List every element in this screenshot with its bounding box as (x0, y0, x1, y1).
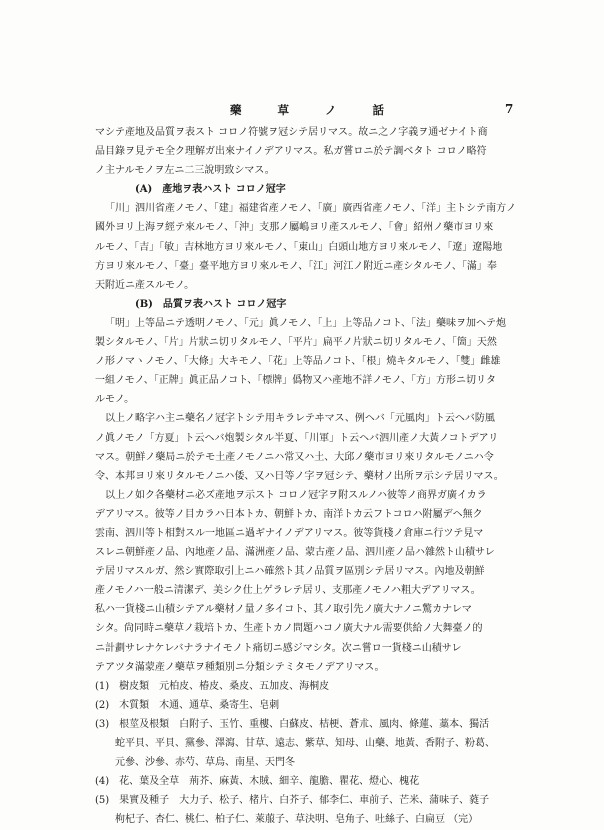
text-line: デアリマス。彼等ノ目カラハ日本トカ、朝鮮トカ、南洋トカ云フトコロハ附屬デヘ無ク (95, 508, 483, 520)
text-line: シタ。尙同時ニ藥草ノ栽培トカ、生產トカノ問題ハコノ廣大ナル需要供給ノ大舞臺ノ的 (95, 623, 483, 635)
text-line: 雲南、泗川等ト相對スル一地區ニ過ギナイノデアリマス。彼等貨棧ノ倉庫ニ行ツテ見マ (95, 527, 484, 539)
text-line: 品目錄ヲ見テモ全ク理解ガ出來ナイノデアリマス。私ガ嘗ロニ於テ調ベタト コロノ略符 (95, 146, 487, 158)
text-line: 製シタルモノ、「片」片狀ニ切リタルモノ、「平片」扁平ノ片狀ニ切リタルモノ、「箇」天然 (95, 337, 497, 349)
text-line: 以上ノ如ク各藥材ニ必ズ產地ヲ示スト コロノ冠字ヲ附スルノハ彼等ノ商界ガ廣イカラ (105, 489, 487, 501)
text-line: テアツタ滿蒙產ノ藥草ヲ種類別ニ分類シテミタモノデアリマス。 (95, 661, 385, 673)
text-line: ルモノ、「吉」「敏」吉林地方ヨリ來ルモノ、「東山」白頭山地方ヨリ來ルモノ、「遼」遼陽地 (95, 241, 503, 253)
text-line: 「川」泗川省產ノモノ、「建」福建省產ノモノ、「廣」廣西省產ノモノ、「洋」主トシテ南方ノ (105, 203, 517, 215)
list-item: (5) 果實及種子 大力子、松子、楮片、白芥子、郁李仁、車前子、芒米、蒲味子、蕤子 (95, 795, 490, 807)
list-item: (1) 樹皮類 元柏皮、椿皮、桑皮、五加皮、海桐皮 (95, 680, 330, 692)
text-line: マス。朝鮮ノ藥局ニ於テモ土產ノモノニハ常又ハ土、大邱ノ藥市ヨリ來リタルモノニハ令 (95, 451, 494, 463)
list-item: 枸杞子、杏仁、桃仁、柏子仁、萊菔子、草決明、皂角子、吐絲子、白扁豆 （完） (95, 814, 479, 826)
section-heading: (B) 品質ヲ表ハスト コロノ冠字 (135, 298, 287, 310)
list-item: 元參、沙參、赤芍、草烏、南星、天門冬 (95, 757, 295, 769)
running-title: 藥 草 ノ 話 (230, 103, 401, 117)
list-item: 蛇平貝、平貝、黨參、澤瀉、甘草、遠志、紫草、知母、山藥、地黃、香附子、粉葛、 (95, 738, 495, 749)
text-line: ノ眞ノモノ「方夏」ト云ヘバ炮製シタル半夏、「川軍」ト云ヘバ泗川產ノ大黃ノコトデアリ (95, 432, 499, 444)
text-line: 以上ノ略字ハ主ニ藥名ノ冠字トシテ用キラレテヰマス、例ヘバ「元風肉」ト云ヘバ防風 (105, 413, 495, 425)
list-item: (3) 根莖及根類 白附子、玉竹、重樓、白蘇皮、桔梗、蒼朮、風肉、條蓮、藁本、獨活 (95, 718, 490, 730)
list-item: (4) 花、葉及全草 荊芥、麻黃、木賊、細辛、龍膽、瞿花、燈心、槐花 (95, 776, 420, 788)
text-line: ルモノ。 (95, 394, 135, 406)
text-line: スレニ朝鮮產ノ品、內地產ノ品、滿洲產ノ品、蒙古產ノ品、泗川產ノ品ハ雜然ト山積サレ (95, 547, 495, 559)
page-number: 7 (505, 102, 514, 116)
text-line: マシテ產地及品質ヲ表スト コロノ符號ヲ冠シテ居リマス。故ニ之ノ字義ヲ通ゼナイト商 (95, 127, 488, 138)
text-line: ノ主ナルモノヲ左ニ二三說明致シマス。 (95, 165, 275, 177)
body-text (95, 123, 529, 829)
text-line: 一組ノモノ、「正牌」眞正品ノコト、「標牌」僞物又ハ產地不詳ノモノ、「方」方形ニ切リタ (95, 375, 496, 387)
text-line: ノ形ノマヽノモノ、「大條」大キモノ、「花」上等品ノコト、「根」燒キタルモノ、「雙」雌雄 (95, 356, 501, 368)
text-line: 天附近ニ產スルモノ。 (95, 279, 195, 291)
text-line: 令、本邦ヨリ來リタルモノニハ倭、又ハ日等ノ字ヲ冠シテ、藥材ノ出所ヲ示シテ居リマス。 (95, 470, 504, 482)
text-line: 方ヨリ來ルモノ、「臺」臺平地方ヨリ來ルモノ、「江」河江ノ附近ニ產シタルモノ、「滿」奉 (95, 260, 497, 272)
text-line: ニ計劃サレナケレバナラナイモノト痛切ニ感ジマシタ。次ニ嘗ロ一貨棧ニ山積サレ (95, 642, 462, 654)
text-line: 「明」上等品ニテ透明ノモノ、「元」眞ノモノ、「上」上等品ノコト、「法」藥味ヲ加ヘテ炮 (105, 317, 506, 329)
page-header (0, 102, 604, 118)
text-line: 國外ヨリ上海ヲ經テ來ルモノ、「沖」支那ノ屬嶋ヨリ產スルモノ、「會」紹州ノ藥市ヨリ來 (95, 222, 494, 234)
list-item: (2) 木質類 木通、通草、桑寄生、皂刺 (95, 699, 280, 711)
text-line: 私ハ一貨棧ニ山積シテアル藥材ノ量ノ多イコト、其ノ取引先ノ廣大ナノニ驚カナレマ (95, 604, 472, 616)
text-line: テ居リマスルガ、然シ實際取引上ニハ確然ト其ノ品質ヲ區別シテ居リマス。內地及朝鮮 (95, 566, 485, 578)
section-heading: (A) 產地ヲ表ハスト コロノ冠字 (135, 184, 286, 196)
text-line: 產ノモノハ一般ニ清潔デ、美シク仕上ゲラレテ居リ、支那產ノモノハ粗大デアリマス。 (95, 585, 481, 597)
